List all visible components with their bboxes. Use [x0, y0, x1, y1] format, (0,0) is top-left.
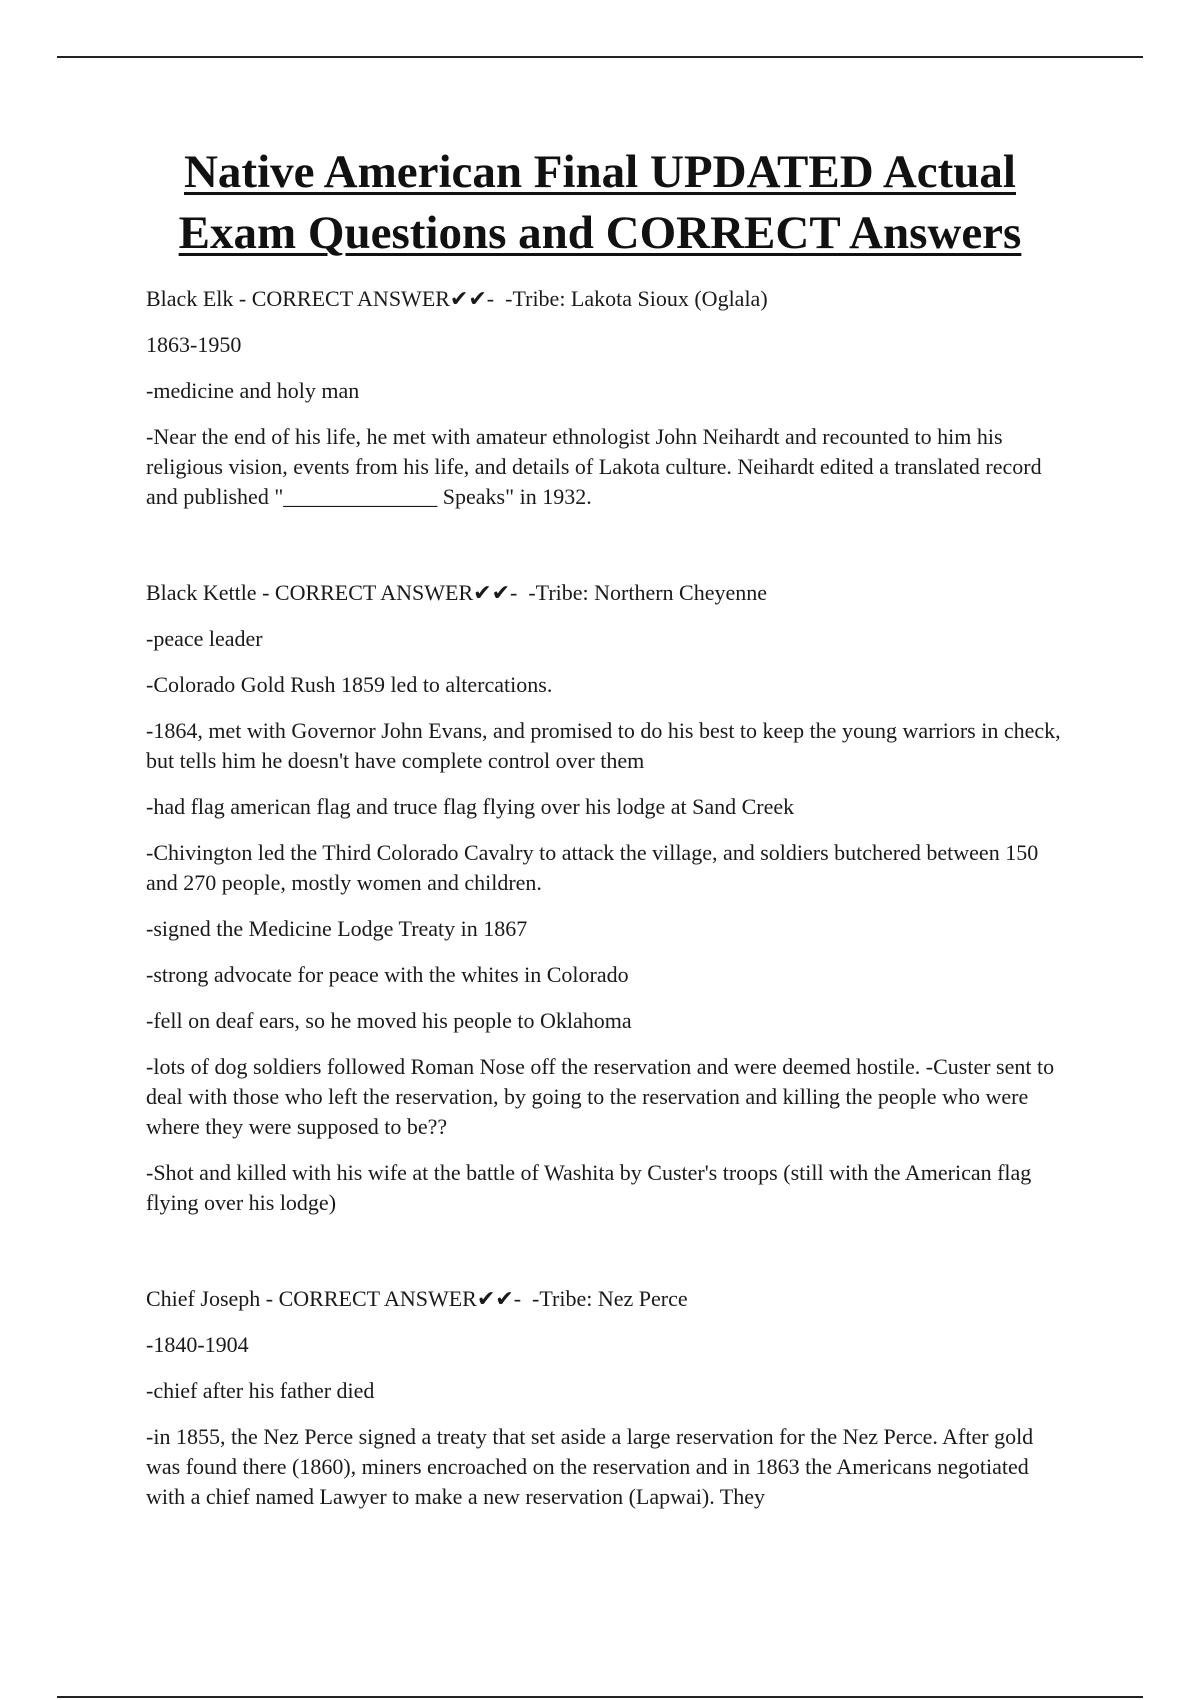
entry-paragraph: -peace leader: [146, 626, 263, 651]
page-bottom-rule: [57, 1696, 1143, 1698]
entry-paragraph: -medicine and holy man: [146, 378, 360, 403]
entry-heading: Chief Joseph - CORRECT ANSWER✔✔- -Tribe: Nez Perce: [146, 1286, 688, 1311]
entry-paragraph: -strong advocate for peace with the whites in Colorado: [146, 962, 629, 987]
entry-paragraph: 1863-1950: [146, 332, 242, 357]
entry-paragraph: -Chivington led the Third Colorado Cavalry to attack the village, and soldiers butchered between 150 and 270 people, mostly women and children.: [146, 840, 1044, 895]
entry-black-kettle: [146, 578, 1066, 1218]
entry-paragraph: -Shot and killed with his wife at the battle of Washita by Custer's troops (still with the American flag flying over his lodge): [146, 1160, 1037, 1215]
entry-paragraph: -1840-1904: [146, 1332, 249, 1357]
entry-paragraph: -signed the Medicine Lodge Treaty in 1867: [146, 916, 528, 941]
entry-black-elk: [146, 284, 1066, 512]
entry-paragraph: -lots of dog soldiers followed Roman Nose off the reservation and were deemed hostile. -Custer sent to deal with those who left the reservation, by going to the reservation and killing the people who were where they were supposed to be??: [146, 1054, 1060, 1139]
title-line-2: Exam Questions and CORRECT Answers: [178, 207, 1022, 259]
entry-paragraph: -Colorado Gold Rush 1859 led to altercations.: [146, 672, 553, 697]
document-title: [150, 142, 1050, 264]
entry-paragraph: -chief after his father died: [146, 1378, 375, 1403]
entry-heading: Black Kettle - CORRECT ANSWER✔✔- -Tribe: Northern Cheyenne: [146, 580, 768, 605]
entry-paragraph: -1864, met with Governor John Evans, and promised to do his best to keep the young warriors in check, but tells him he doesn't have complete control over them: [146, 718, 1067, 773]
document-body: [146, 284, 1066, 1528]
entry-paragraph: -Near the end of his life, he met with amateur ethnologist John Neihardt and recounted to him his religious vision, events from his life, and details of Lakota culture. Neihardt edited a translated record and published "______________ Speaks" in 1932.: [146, 424, 1048, 509]
entry-chief-joseph: [146, 1284, 1066, 1512]
page-top-rule: [57, 56, 1143, 58]
entry-paragraph: -in 1855, the Nez Perce signed a treaty that set aside a large reservation for the Nez Perce. After gold was found there (1860), miners encroached on the reservation and in 1863 the Americans negotiated with a chief named Lawyer to make a new reservation (Lapwai). They: [146, 1424, 1039, 1509]
title-line-1: Native American Final UPDATED Actual: [183, 146, 1016, 198]
entry-paragraph: -had flag american flag and truce flag flying over his lodge at Sand Creek: [146, 794, 795, 819]
entry-heading: Black Elk - CORRECT ANSWER✔✔- -Tribe: Lakota Sioux (Oglala): [146, 286, 768, 311]
entry-paragraph: -fell on deaf ears, so he moved his people to Oklahoma: [146, 1008, 632, 1033]
